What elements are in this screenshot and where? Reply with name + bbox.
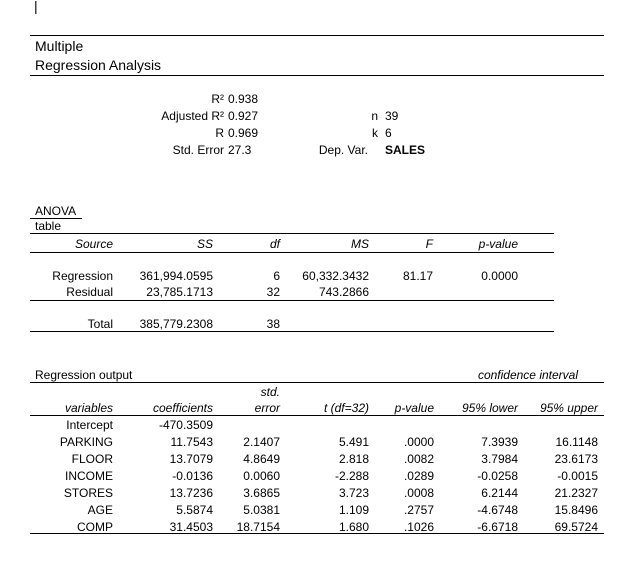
anova-header-ss: SS (196, 237, 213, 251)
r2-label: R² (211, 92, 224, 106)
header-95-lower: 95% lower (461, 401, 518, 415)
r-label: R (215, 126, 224, 140)
anova-total-rule (30, 331, 554, 332)
cell-variable: STORES (63, 486, 113, 500)
r2-value: 0.938 (228, 92, 259, 106)
header-coefficients: coefficients (152, 401, 213, 415)
anova-header-pvalue: p-value (478, 237, 518, 251)
cell-coefficient: 11.7543 (170, 435, 213, 449)
report-title-line2: Regression Analysis (35, 57, 162, 73)
adj-r2-value: 0.927 (228, 109, 259, 123)
cell-coefficient: -0.0136 (172, 469, 213, 483)
cell-t-stat: 3.723 (338, 486, 369, 500)
header-bottom-rule (30, 75, 604, 76)
cell-ci-lower: 7.3939 (481, 435, 518, 449)
anova-total-ss: 385,779.2308 (139, 317, 213, 331)
anova-residual-ss: 23,785.1713 (146, 285, 213, 299)
regression-bottom-rule (30, 533, 604, 534)
cell-coefficient: 13.7236 (169, 486, 213, 500)
cell-variable: Intercept (66, 418, 113, 432)
text-cursor: | (34, 0, 38, 14)
cell-t-stat: 5.491 (338, 435, 369, 449)
cell-p-value: .0082 (403, 452, 434, 466)
regression-title-rule (30, 382, 604, 383)
cell-t-stat: 1.680 (338, 520, 369, 534)
dep-var-value: SALES (385, 143, 426, 157)
std-error-label: Std. Error (172, 143, 224, 157)
regression-output-title: Regression output (35, 368, 133, 382)
k-value: 6 (385, 126, 392, 140)
cell-std-error: 2.1407 (243, 435, 280, 449)
anova-header-source: Source (74, 237, 113, 251)
header-variables: variables (64, 401, 113, 415)
k-label: k (372, 126, 378, 140)
anova-residual-rule (30, 300, 554, 301)
cell-ci-upper: 23.6173 (554, 452, 598, 466)
anova-title-rule-2 (30, 233, 554, 234)
r-value: 0.969 (228, 126, 259, 140)
header-top-rule (30, 35, 604, 36)
cell-variable: FLOOR (71, 452, 113, 466)
anova-regression-ms: 60,332.3432 (302, 269, 369, 283)
anova-title-line2: table (35, 219, 62, 233)
cell-ci-upper: 69.5724 (554, 520, 598, 534)
cell-ci-upper: 21.2327 (554, 486, 598, 500)
anova-regression-source: Regression (52, 269, 113, 283)
cell-variable: INCOME (65, 469, 113, 483)
anova-residual-df: 32 (266, 285, 280, 299)
cell-ci-upper: -0.0015 (557, 469, 598, 483)
adj-r2-label: Adjusted R² (161, 109, 224, 123)
anova-regression-f: 81.17 (402, 269, 433, 283)
anova-regression-pvalue: 0.0000 (481, 269, 518, 283)
anova-header-ms: MS (351, 237, 369, 251)
cell-t-stat: 1.109 (338, 503, 369, 517)
cell-std-error: 4.8649 (243, 452, 280, 466)
anova-header-f: F (425, 237, 433, 251)
cell-variable: AGE (87, 503, 113, 517)
anova-header-df: df (269, 237, 280, 251)
dep-var-label: Dep. Var. (318, 143, 368, 157)
cell-p-value: .1026 (403, 520, 434, 534)
cell-p-value: .0008 (403, 486, 434, 500)
cell-ci-upper: 16.1148 (555, 435, 598, 449)
anova-regression-ss: 361,994.0595 (139, 269, 213, 283)
cell-coefficient: 13.7079 (169, 452, 213, 466)
confidence-interval-label: confidence interval (477, 368, 578, 382)
cell-t-stat: 2.818 (338, 452, 369, 466)
cell-t-stat: -2.288 (334, 469, 369, 483)
regression-header-rule (30, 415, 604, 416)
anova-regression-df: 6 (273, 269, 280, 283)
cell-coefficient: 31.4503 (169, 520, 213, 534)
cell-coefficient: -470.3509 (158, 418, 213, 432)
cell-variable: COMP (77, 520, 113, 534)
header-std-line2: error (254, 401, 280, 415)
anova-total-source: Total (87, 317, 113, 331)
header-pvalue: p-value (394, 401, 434, 415)
cell-p-value: .2757 (403, 503, 434, 517)
header-95-upper: 95% upper (539, 401, 598, 415)
n-value: 39 (385, 109, 399, 123)
anova-residual-source: Residual (66, 285, 113, 299)
cell-ci-lower: -4.6748 (477, 503, 518, 517)
cell-coefficient: 5.5874 (176, 503, 213, 517)
anova-header-rule (30, 252, 554, 253)
cell-std-error: 18.7154 (236, 520, 280, 534)
std-error-value: 27.3 (228, 143, 252, 157)
cell-ci-lower: -6.6718 (477, 520, 518, 534)
cell-ci-lower: 3.7984 (481, 452, 518, 466)
cell-variable: PARKING (59, 435, 113, 449)
header-t: t (df=32) (323, 401, 369, 415)
cell-p-value: .0000 (403, 435, 434, 449)
report-title-line1: Multiple (35, 38, 84, 54)
anova-title-line1: ANOVA (35, 204, 77, 218)
header-std-line1: std. (260, 385, 280, 399)
n-label: n (371, 109, 378, 123)
anova-residual-ms: 743.2866 (318, 285, 369, 299)
cell-std-error: 3.6865 (243, 486, 280, 500)
cell-ci-upper: 15.8496 (554, 503, 598, 517)
cell-std-error: 5.0381 (243, 503, 280, 517)
cell-ci-lower: -0.0258 (477, 469, 518, 483)
cell-p-value: .0289 (403, 469, 434, 483)
cell-ci-lower: 6.2144 (481, 486, 518, 500)
cell-std-error: 0.0060 (243, 469, 280, 483)
anova-total-df: 38 (266, 317, 280, 331)
